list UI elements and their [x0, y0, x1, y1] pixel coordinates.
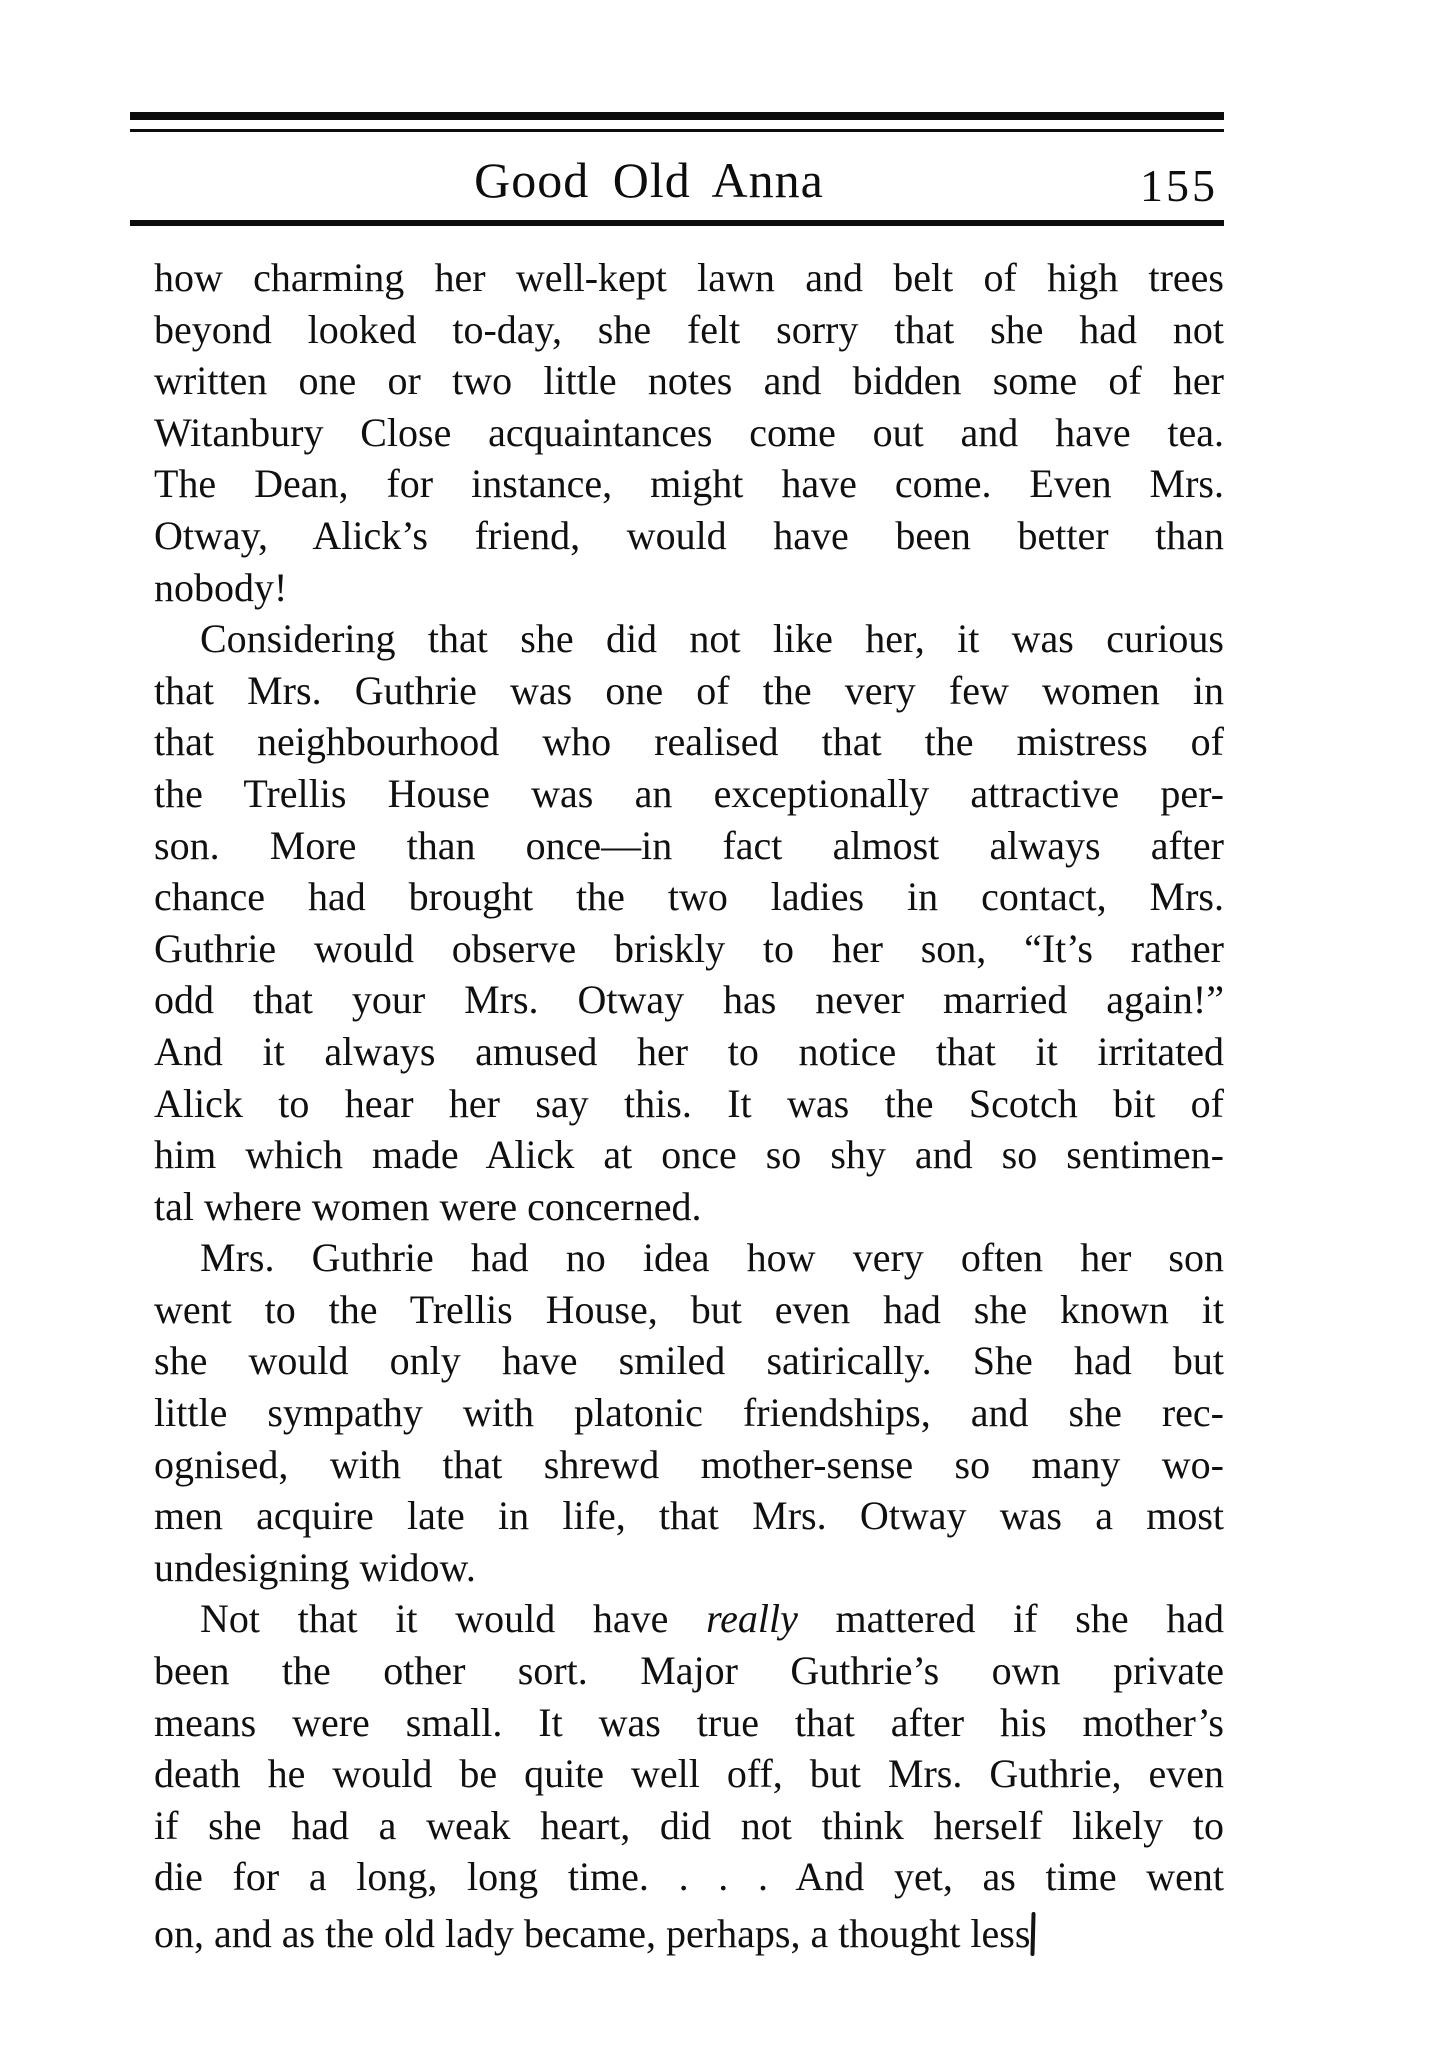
text-line: odd that your Mrs. Otway has never married again!” [154, 977, 1224, 1023]
text-line: men acquire late in life, that Mrs. Otway was a most [154, 1493, 1224, 1539]
text-line: little sympathy with platonic friendships, and she rec- [154, 1390, 1224, 1436]
text-line: she would only have smiled satirically. She had but [154, 1338, 1224, 1384]
running-head [130, 148, 1224, 212]
text-line: went to the Trellis House, but even had she known it [154, 1286, 1224, 1332]
text-block [130, 112, 1224, 1955]
text-line: die for a long, long time. . . . And yet, as time went [154, 1854, 1224, 1900]
text-line: written one or two little notes and bidden some of her [154, 358, 1224, 404]
text-line: Considering that she did not like her, it was curious [200, 616, 1224, 662]
text-line: The Dean, for instance, might have come. Even Mrs. [154, 461, 1224, 507]
text-line: undesigning widow. [154, 1544, 476, 1590]
header-bottom-rule [130, 220, 1224, 226]
text-line: death he would be quite well off, but Mrs. Guthrie, even [154, 1751, 1224, 1797]
text-line: if she had a weak heart, did not think herself likely to [154, 1802, 1224, 1848]
text-line: beyond looked to-day, she felt sorry that she had not [154, 306, 1224, 352]
text-segment: Not that it would have [200, 1596, 707, 1642]
text-line: Alick to hear her say this. It was the Scotch bit of [154, 1080, 1224, 1126]
text-line: Witanbury Close acquaintances come out and have tea. [154, 409, 1224, 455]
text-line: that Mrs. Guthrie was one of the very few women in [154, 667, 1224, 713]
text-line: Otway, Alick’s friend, would have been better than [154, 512, 1224, 558]
page-number: 155 [1140, 160, 1218, 211]
running-head-title: Good Old Anna [474, 152, 824, 208]
text-line: the Trellis House was an exceptionally attractive per- [154, 770, 1224, 816]
header-rule-gap [130, 120, 1224, 129]
header-top-rule-thin [130, 129, 1224, 132]
header-top-rule-thick [130, 112, 1224, 120]
text-line: son. More than once—in fact almost always after [154, 822, 1224, 868]
text-line: And it always amused her to notice that it irritated [154, 1028, 1224, 1074]
text-line: been the other sort. Major Guthrie’s own private [154, 1648, 1224, 1694]
text-line [154, 1903, 1224, 1955]
body-text [130, 252, 1224, 1955]
text-line: tal where women were concerned. [154, 1183, 702, 1229]
ink-mark-artifact [1031, 1912, 1036, 1956]
text-line: him which made Alick at once so shy and so sentimen- [154, 1132, 1224, 1178]
text-line [154, 1593, 1224, 1645]
text-line: Guthrie would observe briskly to her son, “It’s rather [154, 925, 1224, 971]
text-line: means were small. It was true that after his mother’s [154, 1699, 1224, 1745]
text-line: how charming her well-kept lawn and belt of high trees [154, 255, 1224, 300]
text-segment: mattered if she had [797, 1596, 1224, 1642]
text-line: ognised, with that shrewd mother-sense so many wo- [154, 1441, 1224, 1487]
text-segment: on, and as the old lady became, perhaps, a thought less [154, 1911, 1031, 1956]
text-line: chance had brought the two ladies in contact, Mrs. [154, 874, 1224, 920]
text-line: that neighbourhood who realised that the mistress of [154, 719, 1224, 765]
text-line: nobody! [154, 564, 288, 610]
text-line: Mrs. Guthrie had no idea how very often her son [200, 1235, 1224, 1281]
italic-word: really [706, 1596, 798, 1642]
